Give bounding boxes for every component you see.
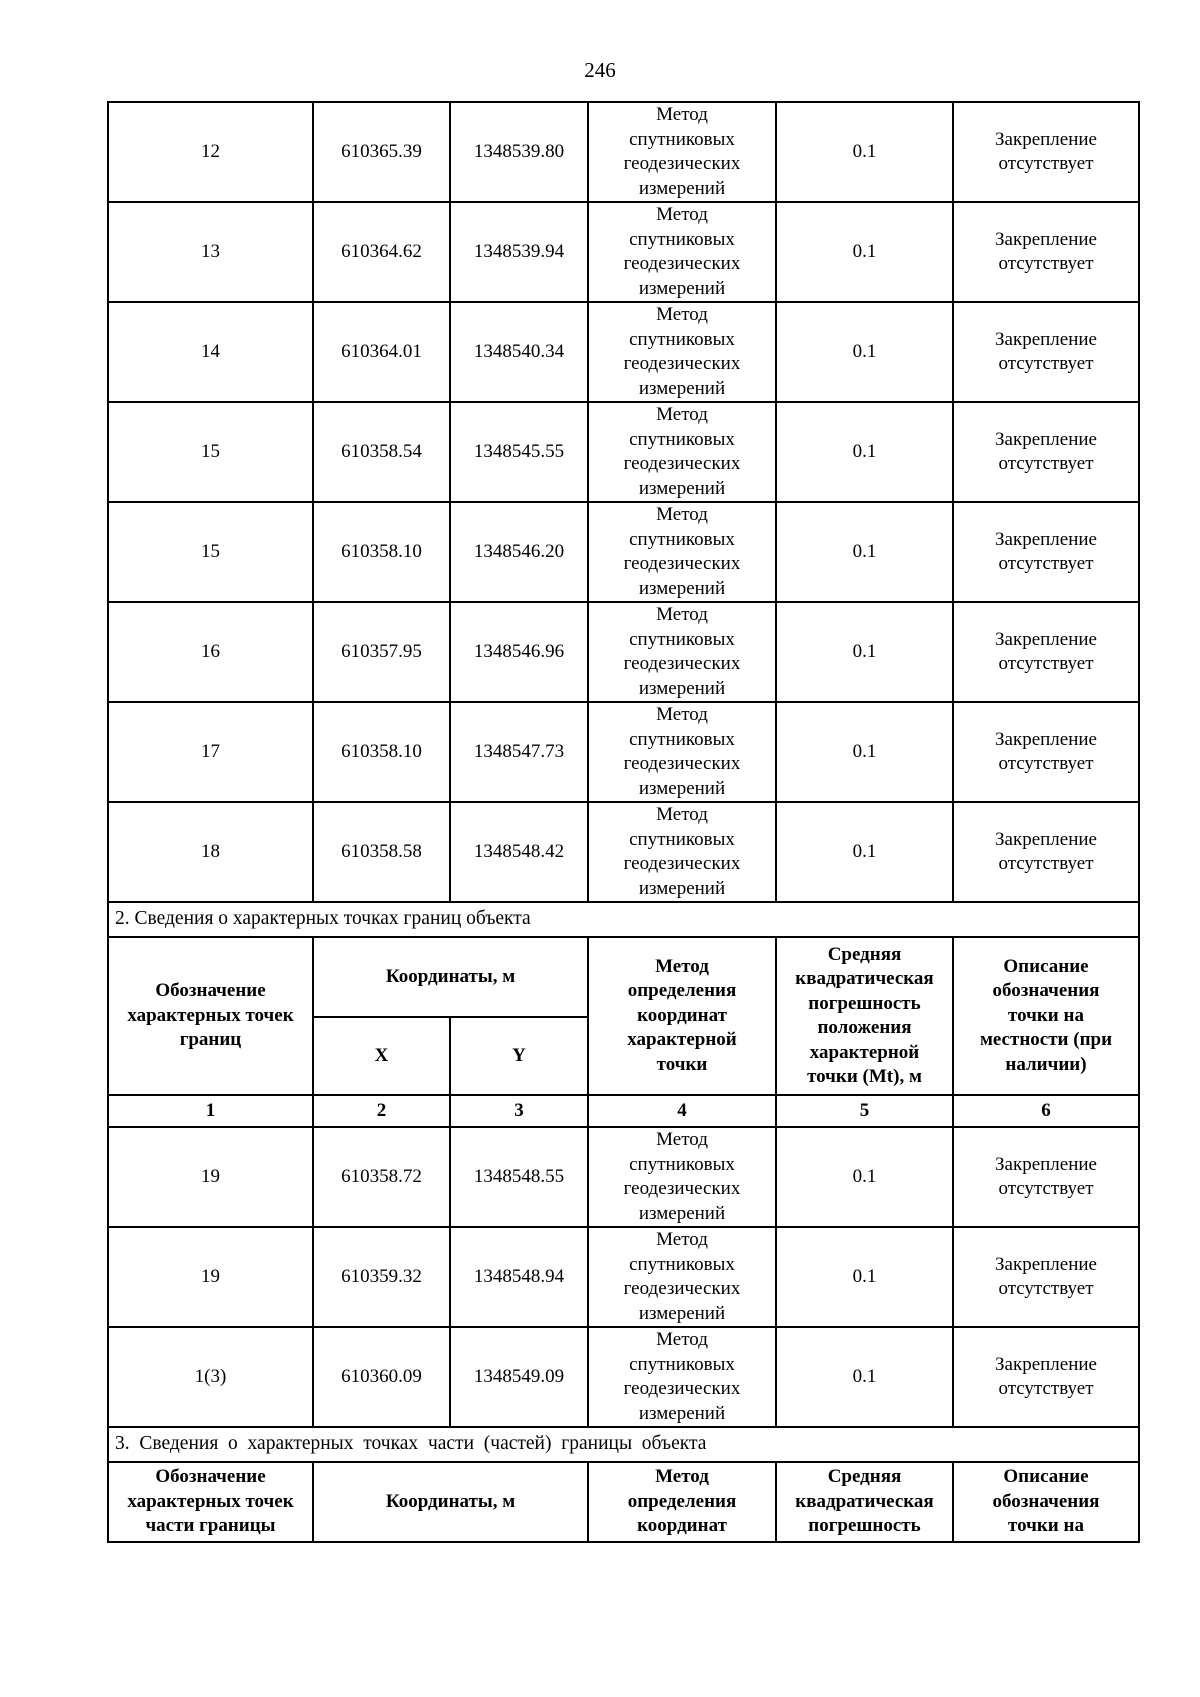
method-line: Метод	[656, 204, 708, 225]
header-designation	[108, 1462, 313, 1542]
mean-error: 0.1	[776, 102, 953, 202]
mean-error: 0.1	[776, 502, 953, 602]
point-designation: 12	[108, 102, 313, 202]
marking-line: Закрепление	[995, 228, 1097, 250]
header-line: положения	[817, 1017, 912, 1038]
method-line: спутниковых	[629, 528, 735, 550]
header-line: характерной	[809, 1041, 920, 1063]
header-line: Метод	[655, 955, 709, 977]
header-coordinates: Координаты, м	[313, 1462, 588, 1542]
header-line: Описание	[1003, 1466, 1089, 1488]
coordinate-y: 1348546.20	[450, 502, 588, 602]
marking-line: Закрепление	[995, 1153, 1097, 1175]
marking-cell	[953, 1327, 1139, 1427]
section-3-title-word: границы	[561, 1433, 633, 1455]
table-row	[108, 1127, 1139, 1227]
method-cell	[588, 102, 776, 202]
coordinate-y: 1348548.42	[450, 802, 588, 902]
header-line: определения	[627, 980, 737, 1002]
header-line: наличии)	[1005, 1053, 1087, 1075]
header-line: местности (при	[979, 1029, 1113, 1051]
method-line: спутниковых	[629, 428, 735, 450]
method-line: спутниковых	[629, 228, 735, 250]
column-number: 4	[588, 1095, 776, 1127]
section-2-title: 2. Сведения о характерных точках границ объекта	[108, 902, 1139, 937]
coordinate-x: 610365.39	[313, 102, 450, 202]
marking-line: отсутствует	[998, 1278, 1094, 1299]
method-line: геодезических	[623, 753, 741, 774]
method-cell	[588, 402, 776, 502]
table-row	[108, 102, 1139, 202]
coordinate-y: 1348548.55	[450, 1127, 588, 1227]
method-line: геодезических	[623, 1278, 741, 1299]
header-line: характерной	[627, 1029, 737, 1051]
header-x: X	[313, 1017, 450, 1095]
marking-line: отсутствует	[998, 853, 1094, 874]
marking-line: Закрепление	[995, 128, 1097, 150]
marking-line: отсутствует	[998, 1378, 1094, 1399]
page-number: 246	[584, 58, 616, 82]
section-3-title-word: Сведения	[139, 1433, 219, 1455]
coordinate-x: 610364.01	[313, 302, 450, 402]
header-line: Метод	[655, 1466, 709, 1488]
method-line: Метод	[656, 704, 708, 725]
point-designation: 15	[108, 402, 313, 502]
method-line: Метод	[656, 504, 708, 525]
method-line: спутниковых	[629, 828, 735, 850]
marking-line: отсутствует	[998, 153, 1094, 174]
header-line: Средняя	[827, 1466, 902, 1488]
marking-cell	[953, 302, 1139, 402]
point-designation: 18	[108, 802, 313, 902]
method-line: геодезических	[623, 553, 741, 574]
header-line: координат	[637, 1515, 727, 1537]
method-line: Метод	[656, 1229, 708, 1250]
method-cell	[588, 1327, 776, 1427]
method-line: геодезических	[623, 453, 741, 474]
marking-line: Закрепление	[995, 1353, 1097, 1375]
coordinate-y: 1348539.94	[450, 202, 588, 302]
table-row	[108, 202, 1139, 302]
method-line: измерений	[638, 577, 726, 599]
table-row	[108, 402, 1139, 502]
section-3-title-word: точках	[363, 1433, 419, 1455]
method-line: геодезических	[623, 353, 741, 374]
method-line: геодезических	[623, 153, 741, 174]
marking-line: Закрепление	[995, 828, 1097, 850]
column-number: 1	[108, 1095, 313, 1127]
coordinate-y: 1348548.94	[450, 1227, 588, 1327]
table-row	[108, 1327, 1139, 1427]
method-line: измерений	[638, 377, 726, 399]
method-line: геодезических	[623, 253, 741, 274]
table-row	[108, 702, 1139, 802]
header-line: точки (Mt), м	[807, 1066, 922, 1087]
coordinate-x: 610358.54	[313, 402, 450, 502]
header-description	[953, 937, 1139, 1095]
table-row	[108, 602, 1139, 702]
section-3-title-word: части	[427, 1433, 475, 1455]
marking-line: Закрепление	[995, 428, 1097, 450]
header-method	[588, 1462, 776, 1542]
marking-cell	[953, 1227, 1139, 1327]
marking-line: отсутствует	[998, 553, 1094, 574]
method-line: спутниковых	[629, 1353, 735, 1375]
method-line: спутниковых	[629, 128, 735, 150]
mean-error: 0.1	[776, 402, 953, 502]
header-line: Средняя	[827, 943, 902, 965]
method-cell	[588, 702, 776, 802]
method-line: Метод	[656, 1329, 708, 1350]
method-line: геодезических	[623, 853, 741, 874]
coordinate-x: 610357.95	[313, 602, 450, 702]
mean-error: 0.1	[776, 1327, 953, 1427]
header-line: погрешность	[808, 992, 921, 1014]
header-line: погрешность	[808, 1515, 921, 1537]
coordinate-y: 1348547.73	[450, 702, 588, 802]
header-description	[953, 1462, 1139, 1542]
method-line: Метод	[656, 1129, 708, 1150]
coordinate-x: 610358.58	[313, 802, 450, 902]
method-line: спутниковых	[629, 728, 735, 750]
coordinate-y: 1348539.80	[450, 102, 588, 202]
coordinates-table	[107, 101, 1140, 1543]
marking-line: отсутствует	[998, 353, 1094, 374]
method-line: измерений	[638, 677, 726, 699]
method-line: спутниковых	[629, 628, 735, 650]
method-line: Метод	[656, 804, 708, 825]
point-designation: 15	[108, 502, 313, 602]
method-cell	[588, 302, 776, 402]
header-line: точки на	[1008, 1004, 1084, 1026]
method-cell	[588, 202, 776, 302]
table-row	[108, 1227, 1139, 1327]
marking-line: отсутствует	[998, 653, 1094, 674]
header-mean-error	[776, 1462, 953, 1542]
column-number: 5	[776, 1095, 953, 1127]
column-number: 2	[313, 1095, 450, 1127]
header-line: обозначения	[992, 1490, 1100, 1512]
section-3-title-row	[108, 1427, 1139, 1462]
coordinate-x: 610360.09	[313, 1327, 450, 1427]
coordinate-y: 1348540.34	[450, 302, 588, 402]
table-row	[108, 502, 1139, 602]
method-line: спутниковых	[629, 328, 735, 350]
point-designation: 16	[108, 602, 313, 702]
header-line: границ	[179, 1029, 242, 1051]
method-line: измерений	[638, 877, 726, 899]
method-line: Метод	[656, 404, 708, 425]
marking-cell	[953, 102, 1139, 202]
header-designation	[108, 937, 313, 1095]
method-line: геодезических	[623, 653, 741, 674]
header-mean-error	[776, 937, 953, 1095]
mean-error: 0.1	[776, 1227, 953, 1327]
point-designation: 17	[108, 702, 313, 802]
header-row	[108, 937, 1139, 1017]
coordinate-x: 610359.32	[313, 1227, 450, 1327]
coordinates-table-body	[108, 102, 1139, 1542]
column-number: 6	[953, 1095, 1139, 1127]
method-line: измерений	[638, 477, 726, 499]
method-line: геодезических	[623, 1378, 741, 1399]
method-cell	[588, 802, 776, 902]
method-line: измерений	[638, 1202, 726, 1224]
header-line: Обозначение	[155, 1466, 266, 1488]
header-line: координат	[637, 1004, 727, 1026]
header-line: точки	[656, 1053, 708, 1075]
method-cell	[588, 1127, 776, 1227]
coordinate-x: 610358.10	[313, 502, 450, 602]
header-method	[588, 937, 776, 1095]
method-line: геодезических	[623, 1178, 741, 1199]
marking-cell	[953, 702, 1139, 802]
mean-error: 0.1	[776, 802, 953, 902]
marking-line: Закрепление	[995, 728, 1097, 750]
column-number: 3	[450, 1095, 588, 1127]
coordinate-x: 610364.62	[313, 202, 450, 302]
method-line: спутниковых	[629, 1153, 735, 1175]
method-line: Метод	[656, 304, 708, 325]
marking-line: отсутствует	[998, 453, 1094, 474]
header-line: Обозначение	[155, 980, 266, 1002]
section-3-title-word: о	[228, 1433, 238, 1455]
header-line: квадратическая	[795, 968, 934, 989]
section-3-title-word: (частей)	[483, 1433, 552, 1455]
header-line: квадратическая	[795, 1490, 934, 1512]
point-designation: 1(3)	[108, 1327, 313, 1427]
method-line: измерений	[638, 777, 726, 799]
point-designation: 19	[108, 1227, 313, 1327]
section-3-title-word: характерных	[247, 1433, 354, 1455]
marking-cell	[953, 1127, 1139, 1227]
header-coordinates: Координаты, м	[313, 937, 588, 1017]
coordinate-y: 1348549.09	[450, 1327, 588, 1427]
point-designation: 13	[108, 202, 313, 302]
marking-line: Закрепление	[995, 628, 1097, 650]
header-line: обозначения	[992, 980, 1100, 1002]
method-line: Метод	[656, 604, 708, 625]
method-line: измерений	[638, 177, 726, 199]
table-row	[108, 302, 1139, 402]
point-designation: 14	[108, 302, 313, 402]
method-cell	[588, 1227, 776, 1327]
marking-line: отсутствует	[998, 1178, 1094, 1199]
method-line: измерений	[638, 1402, 726, 1424]
header-line: характерных точек	[127, 1004, 294, 1026]
section-3-title	[108, 1427, 1139, 1462]
marking-line: Закрепление	[995, 1253, 1097, 1275]
marking-line: Закрепление	[995, 528, 1097, 550]
marking-cell	[953, 202, 1139, 302]
coordinate-x: 610358.72	[313, 1127, 450, 1227]
header-line: определения	[627, 1490, 737, 1512]
section-3-title-word: 3.	[115, 1433, 130, 1455]
coordinate-y: 1348546.96	[450, 602, 588, 702]
header-y: Y	[450, 1017, 588, 1095]
mean-error: 0.1	[776, 302, 953, 402]
header-line: Описание	[1003, 955, 1089, 977]
method-line: измерений	[638, 277, 726, 299]
coordinate-x: 610358.10	[313, 702, 450, 802]
mean-error: 0.1	[776, 702, 953, 802]
method-line: измерений	[638, 1302, 726, 1324]
marking-line: отсутствует	[998, 753, 1094, 774]
point-designation: 19	[108, 1127, 313, 1227]
header-line: части границы	[145, 1515, 276, 1537]
marking-cell	[953, 402, 1139, 502]
mean-error: 0.1	[776, 602, 953, 702]
table-row	[108, 802, 1139, 902]
section-3-title-word: объекта	[641, 1433, 707, 1455]
header-line: характерных точек	[127, 1490, 294, 1512]
marking-cell	[953, 802, 1139, 902]
method-cell	[588, 502, 776, 602]
marking-cell	[953, 602, 1139, 702]
marking-cell	[953, 502, 1139, 602]
section-3-header-row	[108, 1462, 1139, 1542]
method-cell	[588, 602, 776, 702]
section-2-title-row	[108, 902, 1139, 937]
marking-line: Закрепление	[995, 328, 1097, 350]
method-line: спутниковых	[629, 1253, 735, 1275]
mean-error: 0.1	[776, 202, 953, 302]
coordinate-y: 1348545.55	[450, 402, 588, 502]
column-number-row	[108, 1095, 1139, 1127]
marking-line: отсутствует	[998, 253, 1094, 274]
mean-error: 0.1	[776, 1127, 953, 1227]
method-line: Метод	[656, 104, 708, 125]
header-line: точки на	[1008, 1515, 1084, 1537]
